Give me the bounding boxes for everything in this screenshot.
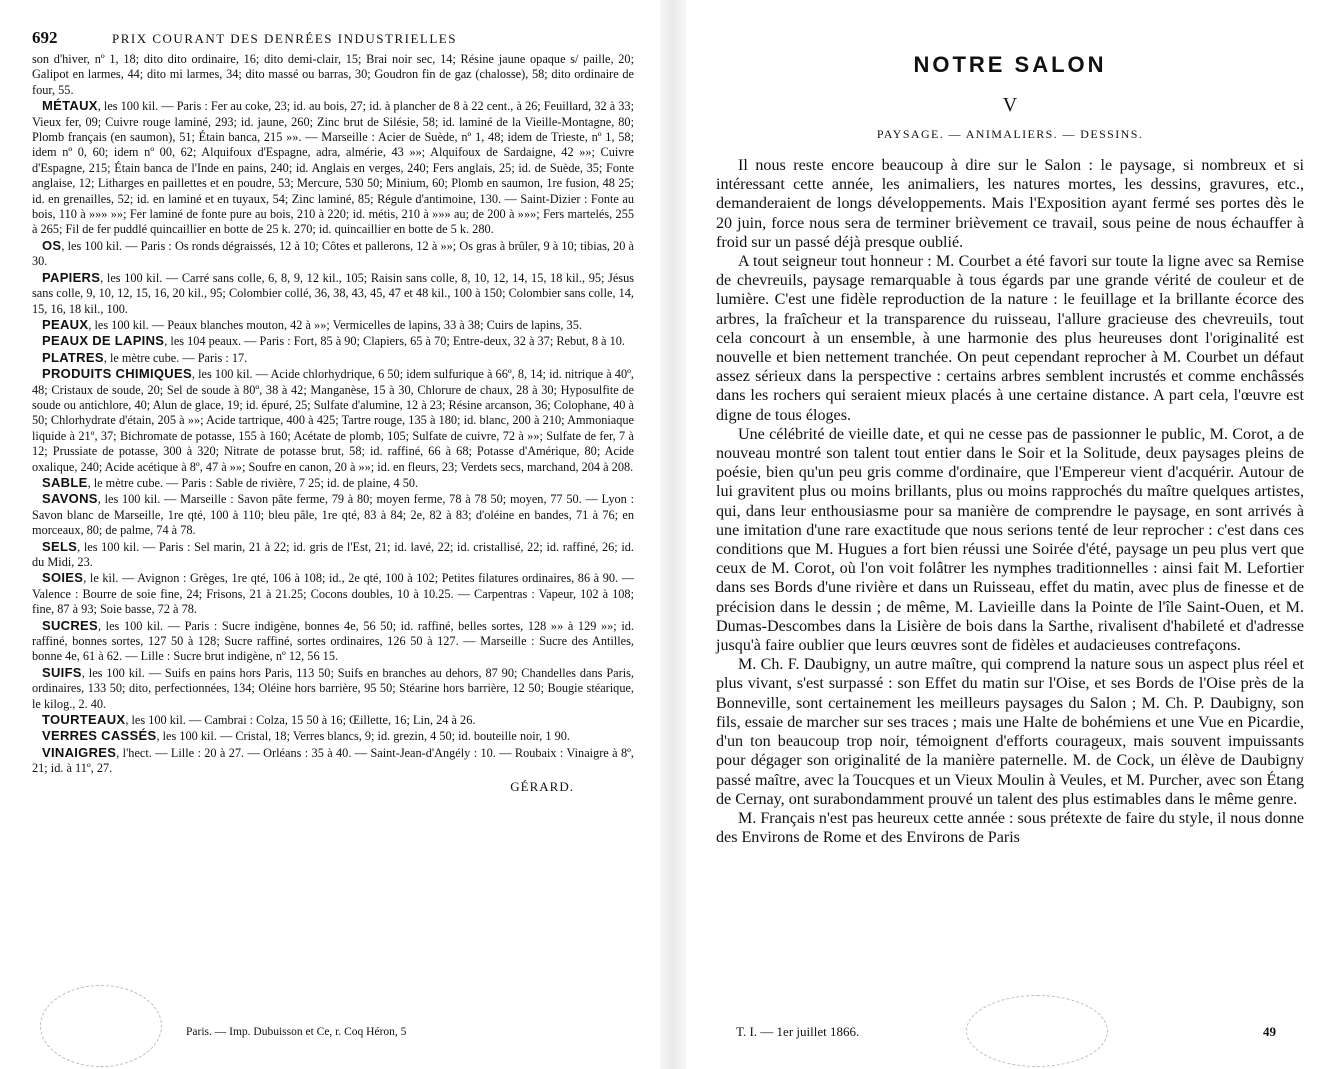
price-entry xyxy=(32,475,634,491)
entry-text: , les 100 kil. — Cambrai : Colza, 15 50 à 16; Œillette, 16; Lin, 24 à 26. xyxy=(125,713,476,728)
article-paragraph: Il nous reste encore beaucoup à dire sur le Salon : le paysage, si nombreux et si intéressant cette année, les animaliers, les natures mortes, les dessins, gravures, etc., demanderaient de longs développements. Mais l'Exposition ayant fermé ses portes dès le 20 juin, force nous sera de terminer brièvement ce travail, sous peine de nous échauffer à froid sur un passé déjà presque oublié. xyxy=(716,157,1304,251)
right-page-number: 49 xyxy=(1263,1024,1276,1039)
section-number: V xyxy=(1002,94,1018,116)
signature: GÉRARD. xyxy=(510,778,574,794)
entry-heading: SELS xyxy=(42,538,78,554)
entry-text: , les 100 kil. — Paris : Sucre indigène, bonnes 4e, 56 50; id. raffiné, belles sortes, 128 »» à 129 »»; id. raffiné, bonnes sortes, 127 50 à 128; Sucre raffiné, sortes ordinaires, 126 50 à 127. — Marseille : Sucre des Antilles, bonne 4e, 61 à 62. — Lille : Sucre brut indigène, nº 12, 56 15. xyxy=(32,618,634,664)
entry-text: , le mètre cube. — Paris : 17. xyxy=(103,350,248,365)
price-entry xyxy=(32,618,634,665)
left-page-number: 692 xyxy=(32,28,58,47)
price-list-intro: son d'hiver, nº 1, 18; dito dito ordinaire, 16; dito demi-clair, 15; Brai noir sec, 14; Résine jaune opaque s/ paille, 20; Galipot en larmes, 44; dito mi larmes, 34; dito massé ou barras, 30; Goudron fin de gaz (chalosse), 58; dito ordinaire de four, 55. xyxy=(32,52,634,97)
entry-heading: PEAUX DE LAPINS xyxy=(42,333,165,349)
entry-heading: PEAUX xyxy=(42,316,89,332)
entry-text: , les 100 kil. — Paris : Sel marin, 21 à 22; id. gris de l'Est, 21; id. lavé, 22; id. cristallisé, 22; id. raffiné, 26; id. du Midi, 23. xyxy=(32,539,634,569)
entry-heading: SAVONS xyxy=(42,491,98,507)
entry-heading: SABLE xyxy=(42,474,88,490)
faded-library-stamp xyxy=(40,985,162,1067)
entry-heading: VERRES CASSÉS xyxy=(42,728,157,744)
entry-heading: SUIFS xyxy=(42,664,82,680)
article-subtitle: PAYSAGE. — ANIMALIERS. — DESSINS. xyxy=(876,127,1144,141)
entry-heading: OS xyxy=(42,237,62,253)
right-page xyxy=(686,0,1338,1069)
price-entry xyxy=(32,333,634,349)
entry-heading: SUCRES xyxy=(42,617,98,633)
price-entry xyxy=(32,366,634,475)
price-entry xyxy=(32,238,634,270)
printer-imprint: Paris. — Imp. Dubuisson et Ce, r. Coq Héron, 5 xyxy=(186,1026,407,1038)
price-entry xyxy=(32,270,634,317)
price-entry xyxy=(32,539,634,571)
article-paragraph: M. Ch. F. Daubigny, un autre maître, qui comprend la nature sous un aspect plus réel et plus vivant, s'est surpassé : son Effet du matin sur l'Oise, et ses Bords de l'Oise près de la Bonneville, sont certainement les meilleurs paysages du Salon ; M. Ch. P. Daubigny, son fils, essaie de marcher sur ses traces ; mais une Halte de bohémiens et une Vue en Picardie, d'un ton beaucoup trop noir, témoignent d'efforts courageux, mais souvent impuissants pour dégager son originalité de la manière paternelle. M. de Cock, un élève de Daubigny passé maître, avec la Toucques et un Vieux Moulin à Veules, et M. Purcher, avec son Étang de Cernay, ont surabondamment prouvé un talent des plus estimables dans le même genre. xyxy=(716,656,1304,808)
entry-text: , les 100 kil. — Suifs en pains hors Paris, 113 50; Suifs en branches au dehors, 87 90; Chandelles dans Paris, ordinaires, 133 50; dito, perfectionnées, 134; Oléine hors barrière, 95 50; Stéarine hors barrière, 12 50; Bougie stéarique, le kilog., 2. 40. xyxy=(32,665,634,711)
article-title: NOTRE SALON xyxy=(913,52,1107,77)
entry-heading: SOIES xyxy=(42,570,84,586)
entry-text: , les 100 kil. — Paris : Fer au coke, 23; id. au bois, 27; id. à plancher de 8 à 22 cent., à 26; Feuillard, 32 à 33; Vieux fer, 09; Cuivre rouge laminé, 293; id. jaune, 260; Zinc brut de Silésie, 58; id. laminé de la Vieille-Montagne, 80; Plomb français (en saumon), 51; Étain banca, 215 »». — Marseille : Acier de Suède, nº 1, 48; idem de Trieste, nº 1, 58; idem nº 0, 60; idem nº 00, 62; Alquifoux d'Espagne, adra, almérie, 43 »»; Alquifoux de Sardaigne, 42 »»; Cuivre d'Espagne, 215; Étain banca de l'Inde en pains, 240; id. Anglais en verges, 240; Fers anglais, 25; id. de Suède, 35; Fonte anglaise, 12; Litharges en paillettes et en poudre, 53; Mercure, 530 50; Minium, 60; Plomb en saumon, 1re fusion, 48 25; id. en grenailles, 52; id. en laminé et en tuyaux, 54; Zinc laminé, 85; Régule d'antimoine, 130. — Saint-Dizier : Fonte au bois, 110 à »»» »»; Fer laminé de fonte pure au bois, 210 à 220; id. métis, 210 à »»» au; de 200 à »»»; Fers martelés, 255 à 265; Fil de fer puddlé quincaillier en botte de 25 k. 270; id. quincaillier en botte de 5 k. 280. xyxy=(32,99,634,237)
entry-heading: VINAIGRES xyxy=(42,744,117,760)
article-paragraph: A tout seigneur tout honneur : M. Courbet a été favori sur toute la ligne avec sa Remise de chevreuils, paysage remarquable à tous égards par une grande vérité de couleur et de lumière. C'est une fidèle reproduction de la nature : le feuillage et la brillante écorce des arbres, la fraîcheur et la transparence du ruisseau, l'allure gracieuse des chevreuils, tout cela concourt à un ensemble, à une harmonie des plus heureuses dont l'originalité est nouvelle et bien nettement tranchée. On peut cependant reprocher à M. Courbet un défaut assez sérieux dans la perspective : certains arbres semblent incrustés et comme enchâssés dans les rochers qui seraient mieux placés à une certaine distance. A part cela, l'œuvre est digne de tous éloges. xyxy=(716,253,1304,424)
entry-text: , les 100 kil. — Paris : Os ronds dégraissés, 12 à 10; Côtes et pallerons, 12 à »»; Os gras à brûler, 9 à 10; tibias, 20 à 30. xyxy=(32,238,634,269)
entry-heading: TOURTEAUX xyxy=(42,712,126,728)
entry-text: , les 100 kil. — Cristal, 18; Verres blancs, 9; id. grezin, 4 50; id. bouteille noir, 1 90. xyxy=(156,729,570,744)
price-entry xyxy=(32,491,634,538)
price-entry xyxy=(32,745,634,777)
entry-text: , le kil. — Avignon : Grèges, 1re qté, 106 à 108; id., 2e qté, 100 à 102; Petites filatures ordinaires, 86 à 90. — Valence : Bourre de soie fine, 24; Frisons, 21 à 21.25; Cocons doubles, 10 à 10.25. — Carpentras : Vapeur, 102 à 108; fine, 87 à 93; Soie basse, 72 à 78. xyxy=(32,571,634,617)
entry-text: , l'hect. — Lille : 20 à 27. — Orléans : 35 à 40. — Saint-Jean-d'Angély : 10. — Roubaix : Vinaigre à 8º, 21; id. à 11º, 27. xyxy=(32,745,634,776)
article-paragraph: Une célébrité de vieille date, et qui ne cesse pas de passionner le public, M. Corot, a de nouveau montré son talent tout entier dans le Soir et la Solitude, deux paysages pleins de poésie, bien qu'un peu gris comme d'ordinaire, que l'Empereur vient d'acquérir. Autour de lui gravitent plus ou moins brillants, plus ou moins rapprochés du maître quelques artistes, qui, dans leur enthousiasme pour sa manière de comprendre le paysage, en sont arrivés à une imitation d'une rare exactitude que nous serions tenté de leur reprocher : c'est dans ces conditions que M. Hugues a fort bien réussi une Soirée d'été, paysage un peu plus vert que ceux de M. Corot, où l'on voit folâtrer les nymphes traditionnelles : ainsi fait M. Lefortier dans ses Bords d'une rivière et dans un Ruisseau, effet du matin, avec plus de finesse et de précision dans le dessin ; de même, M. Lavieille dans la Pointe de l'île Saint-Ouen, et M. Dumas-Descombes dans la Lisière de bois dans la Sarthe, rivalisent d'habileté et d'adresse jusqu'à faire oublier que leurs œuvres sont de fidèles et audacieuses contrefaçons. xyxy=(716,425,1304,655)
price-entry xyxy=(32,570,634,617)
price-entry xyxy=(32,317,634,333)
entry-heading: PLATRES xyxy=(42,349,104,365)
entry-text: , le mètre cube. — Paris : Sable de rivière, 7 25; id. de plaine, 4 50. xyxy=(87,475,419,490)
price-list xyxy=(32,52,634,777)
price-entries xyxy=(32,98,634,776)
price-entry xyxy=(32,350,634,366)
article-body xyxy=(716,156,1304,847)
entry-text: , les 100 kil. — Acide chlorhydrique, 6 50; idem sulfurique à 66º, 8, 14; id. nitrique à 40º, 48; Cristaux de soude, 20; Sel de soude à 80º, 38 à 42; Manganèse, 15 à 30, Chlorure de chaux, 28 à 30; Hyposulfite de soude ou antichlore, 40; Alun de glace, 19; id. épuré, 25; Sulfate d'alumine, 12 à 23; Résine arcanson, 36; Colophane, 40 à 50; Chlorhydrate d'étain, 205 à »»; Acide tartrique, 400 à 425; Tartre rouge, 135 à 180; id. blanc, 200 à 210; Ammoniaque liquide à 21º, 37; Bichromate de potasse, 155 à 160; Acétate de plomb, 105; Sulfate de cuivre, 72 à »»; Sulfate de fer, 7 à 12; Prussiate de potasse, 300 à 320; Nitrate de potasse brut, 58; id. raffiné, 66 à 68; Potasse d'Amérique, 80; Acide oxalique, 240; Acide acétique à 8º, 47 à »»; Soufre en canon, 20 à »»; id. en fleurs, 23; Verdets secs, marchand, 204 à 208. xyxy=(32,367,634,474)
issue-date: T. I. — 1er juillet 1866. xyxy=(736,1024,860,1039)
price-entry xyxy=(32,98,634,238)
article-paragraph: M. Français n'est pas heureux cette année : sous prétexte de faire du style, il nous donne des Environs de Rome et des Environs de Paris xyxy=(716,809,1305,847)
entry-text: , les 100 kil. — Marseille : Savon pâte ferme, 79 à 80; moyen ferme, 78 à 78 50; moyen, 77 50. — Lyon : Savon blanc de Marseille, 1re qté, 100 à 110; bleu pâle, 1re qté, 83 à 84; 2e, 82 à 83; d'oléine en bandes, 71 à 76; en morceaux, 80; de palme, 74 à 78. xyxy=(32,492,634,538)
book-gutter xyxy=(660,0,686,1069)
price-entry xyxy=(32,712,634,728)
entry-text: , les 100 kil. — Peaux blanches mouton, 42 à »»; Vermicelles de lapins, 33 à 38; Cuirs de lapins, 35. xyxy=(88,317,582,332)
left-page xyxy=(0,0,660,1069)
left-running-title: PRIX COURANT DES DENRÉES INDUSTRIELLES xyxy=(112,31,457,46)
entry-text: , les 100 kil. — Carré sans colle, 6, 8, 9, 12 kil., 105; Raisin sans colle, 8, 10, 12, 14, 15, 18 kil., 95; Jésus sans colle, 9, 10, 12, 15, 16, 20 kil., 95; Colombier collé, 36, 38, 43, 45, 47 et 48 kil., 100 à 150; Colombier sans colle, 14, 15, 16, 18 kil., 100. xyxy=(32,270,634,316)
entry-heading: PRODUITS CHIMIQUES xyxy=(42,366,192,382)
left-running-head xyxy=(32,28,634,48)
right-footer xyxy=(736,1024,1276,1040)
entry-heading: PAPIERS xyxy=(42,269,101,285)
price-entry xyxy=(32,728,634,744)
price-entry xyxy=(32,665,634,712)
entry-text: , les 104 peaux. — Paris : Fort, 85 à 90; Clapiers, 65 à 70; Entre-deux, 32 à 37; Rebut, 8 à 10. xyxy=(164,334,625,349)
entry-heading: MÉTAUX xyxy=(42,98,98,114)
